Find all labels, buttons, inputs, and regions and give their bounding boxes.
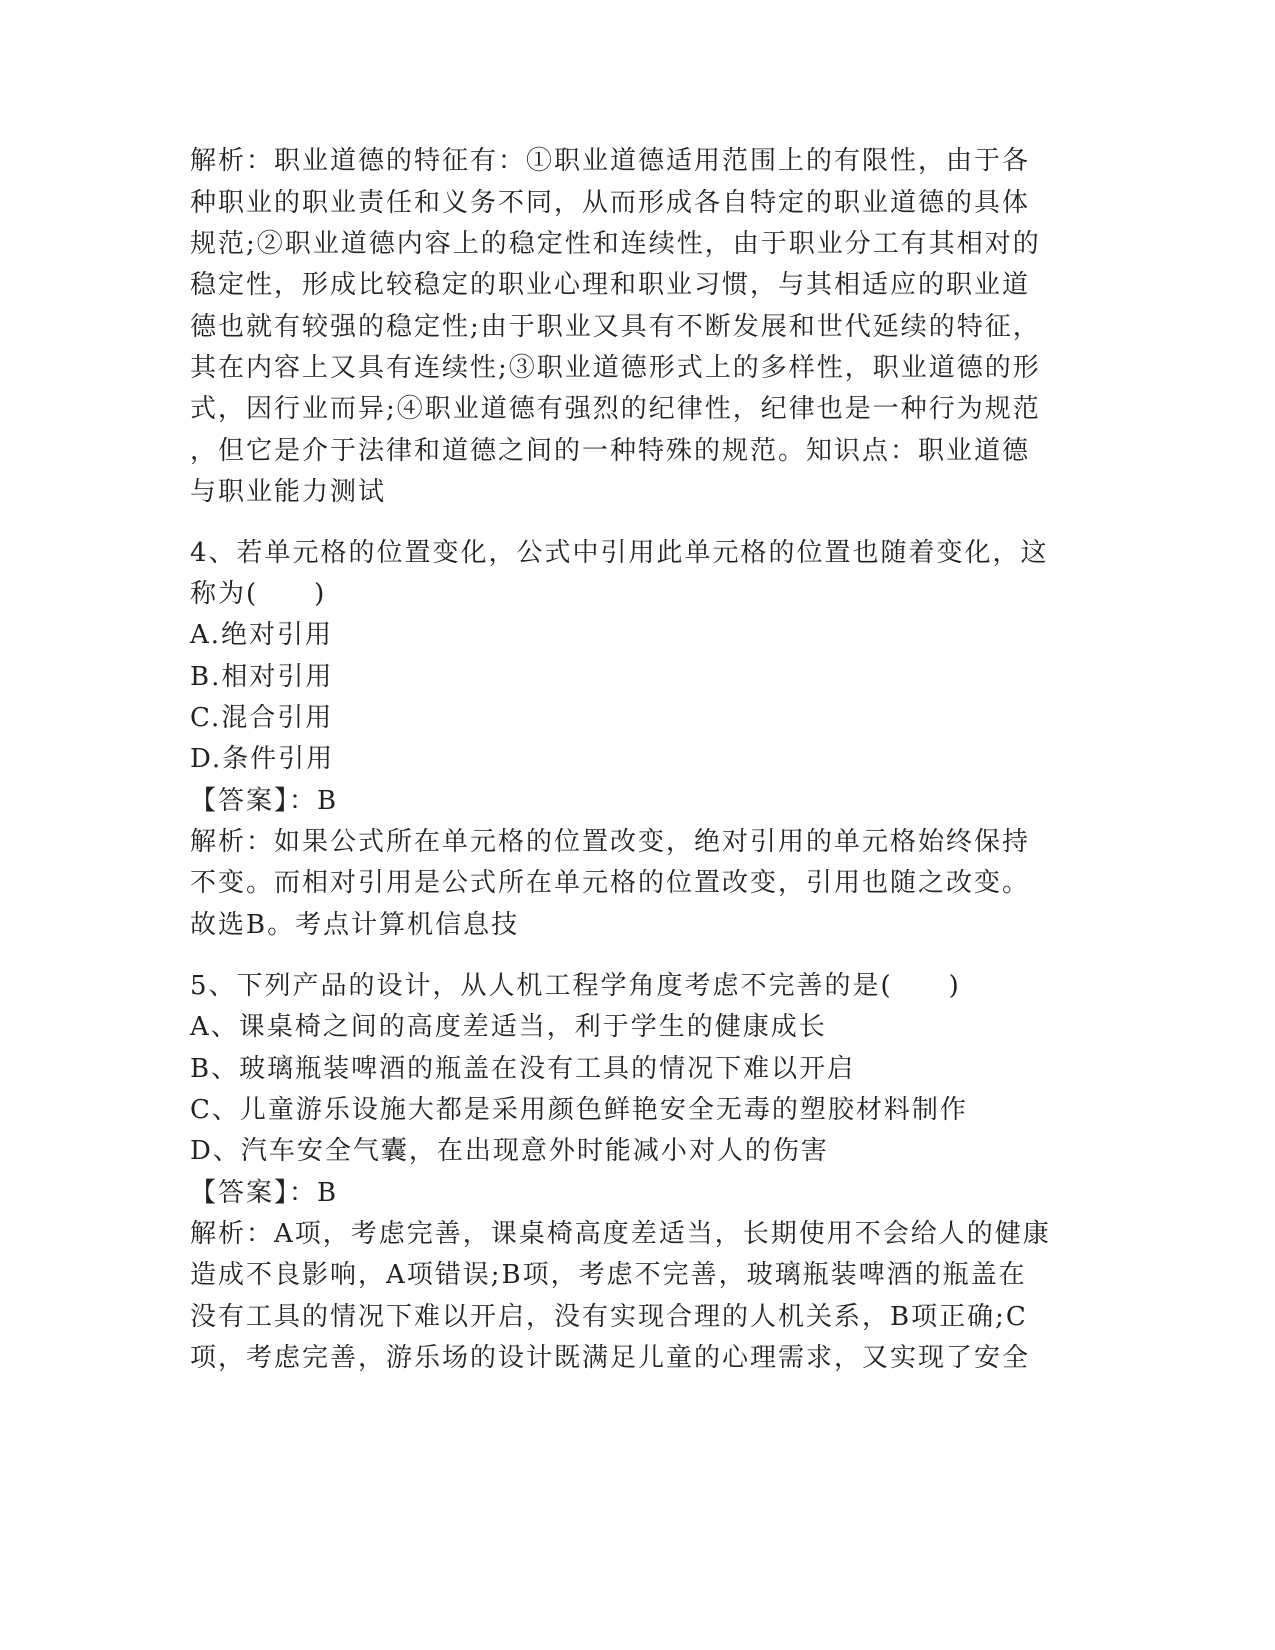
option-a: A、课桌椅之间的高度差适当，利于学生的健康成长 — [190, 1012, 827, 1042]
analysis-line: 德也就有较强的稳定性;由于职业又具有不断发展和世代延续的特征， — [190, 312, 1041, 342]
analysis-line: 稳定性，形成比较稳定的职业心理和职业习惯，与其相适应的职业道 — [190, 270, 1031, 300]
question-text: 4、若单元格的位置变化，公式中引用此单元格的位置也随着变化，这 — [190, 538, 1049, 568]
analysis-line: 没有工具的情况下难以开启，没有实现合理的人机关系，B项正确;C — [190, 1302, 1028, 1332]
question-text: 5、下列产品的设计，从人机工程学角度考虑不完善的是( ) — [190, 971, 961, 1001]
analysis-line: ，但它是介于法律和道德之间的一种特殊的规范。知识点：职业道德 — [190, 436, 1031, 466]
answer-line: 【答案】：B — [190, 1178, 339, 1208]
analysis-line: 规范;②职业道德内容上的稳定性和连续性，由于职业分工有其相对的 — [190, 229, 1041, 259]
analysis-line: 不变。而相对引用是公式所在单元格的位置改变，引用也随之改变。 — [190, 868, 1031, 898]
analysis-line: 故选B。考点计算机信息技 — [190, 910, 520, 940]
analysis-line: 解析：如果公式所在单元格的位置改变，绝对引用的单元格始终保持 — [190, 827, 1031, 857]
option-d: D.条件引用 — [190, 744, 335, 774]
option-c: C、儿童游乐设施大都是采用颜色鲜艳安全无毒的塑胶材料制作 — [190, 1095, 968, 1125]
analysis-line: 种职业的职业责任和义务不同，从而形成各自特定的职业道德的具体 — [190, 188, 1031, 218]
analysis-line: 造成不良影响，A项错误;B项，考虑不完善，玻璃瓶装啤酒的瓶盖在 — [190, 1260, 1027, 1290]
analysis-line: 式，因行业而异;④职业道德有强烈的纪律性，纪律也是一种行为规范 — [190, 394, 1041, 424]
answer-line: 【答案】：B — [190, 786, 339, 816]
analysis-line: 解析：职业道德的特征有：①职业道德适用范围上的有限性，由于各 — [190, 146, 1031, 176]
analysis-line: 解析：A项，考虑完善，课桌椅高度差适当，长期使用不会给人的健康 — [190, 1219, 1051, 1249]
option-d: D、汽车安全气囊，在出现意外时能减小对人的伤害 — [190, 1136, 829, 1166]
option-b: B.相对引用 — [190, 662, 334, 692]
option-c: C.混合引用 — [190, 703, 334, 733]
question-text: 称为( ) — [190, 579, 327, 609]
option-a: A.绝对引用 — [190, 620, 334, 650]
analysis-line: 项，考虑完善，游乐场的设计既满足儿童的心理需求，又实现了安全 — [190, 1343, 1031, 1373]
option-b: B、玻璃瓶装啤酒的瓶盖在没有工具的情况下难以开启 — [190, 1054, 856, 1084]
analysis-line: 与职业能力测试 — [190, 477, 387, 507]
analysis-line: 其在内容上又具有连续性;③职业道德形式上的多样性，职业道德的形 — [190, 353, 1041, 383]
